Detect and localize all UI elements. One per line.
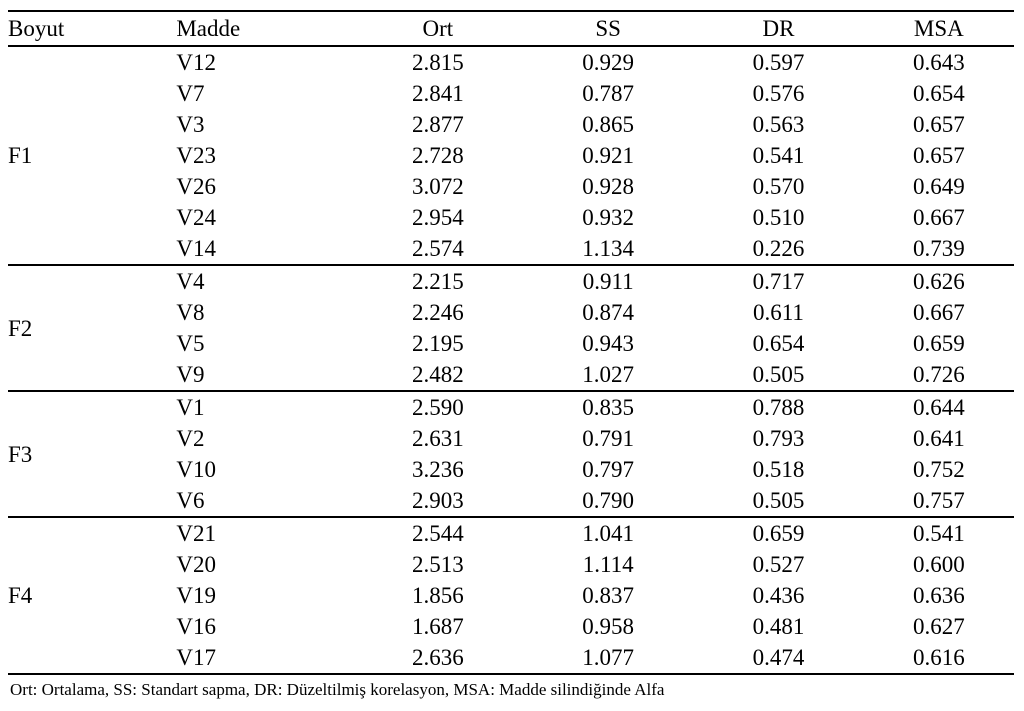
dr-cell: 0.518 [752,457,805,482]
header-ort: Ort [422,16,454,41]
madde-cell: V19 [176,583,216,608]
ss-cell: 0.928 [582,174,635,199]
header-row [8,11,1014,46]
ort-cell: 3.236 [411,457,464,482]
ss-cell: 0.797 [582,457,635,482]
ort-cell: 2.590 [411,395,464,420]
dr-cell: 0.788 [752,395,805,420]
table-row [8,265,1014,297]
ort-cell: 2.903 [411,488,464,513]
madde-cell: V1 [176,395,205,420]
ss-cell: 0.911 [582,269,634,294]
header-boyut: Boyut [8,16,65,41]
ort-cell: 2.877 [411,112,464,137]
madde-cell: V16 [176,614,216,639]
ort-cell: 2.544 [411,521,464,546]
dr-cell: 0.793 [752,426,805,451]
madde-cell: V26 [176,174,216,199]
dr-cell: 0.226 [752,236,805,261]
msa-cell: 0.657 [912,143,965,168]
ort-cell: 2.215 [411,269,464,294]
boyut-label: F1 [8,143,33,168]
dr-cell: 0.481 [752,614,805,639]
ort-cell: 2.246 [411,300,464,325]
madde-cell: V8 [176,300,205,325]
dr-cell: 0.717 [752,269,805,294]
msa-cell: 0.627 [912,614,965,639]
ss-cell: 0.943 [582,331,635,356]
msa-cell: 0.726 [912,362,965,387]
madde-cell: V21 [176,521,216,546]
madde-cell: V24 [176,205,216,230]
dr-cell: 0.505 [752,488,805,513]
msa-cell: 0.667 [912,205,965,230]
madde-cell: V20 [176,552,216,577]
dr-cell: 0.659 [752,521,805,546]
msa-cell: 0.643 [912,50,965,75]
msa-cell: 0.641 [912,426,965,451]
table-row [8,46,1014,78]
madde-cell: V9 [176,362,205,387]
ort-cell: 2.513 [411,552,464,577]
ort-cell: 2.574 [411,236,464,261]
ort-cell: 2.195 [411,331,464,356]
msa-cell: 0.626 [912,269,965,294]
msa-cell: 0.667 [912,300,965,325]
ort-cell: 2.631 [411,426,464,451]
msa-cell: 0.644 [912,395,965,420]
ss-cell: 0.874 [582,300,635,325]
ss-cell: 1.027 [582,362,635,387]
ss-cell: 0.791 [582,426,635,451]
boyut-label: F2 [8,315,33,341]
boyut-label: F3 [8,441,33,467]
madde-cell: V17 [176,645,216,670]
group-f4 [8,517,1014,674]
header-ss: SS [595,16,621,41]
ort-cell: 3.072 [411,174,464,199]
ort-cell: 2.728 [411,143,464,168]
ss-cell: 1.077 [582,645,635,670]
msa-cell: 0.657 [912,112,965,137]
dr-cell: 0.527 [752,552,805,577]
item-statistics-table [8,10,1014,675]
group-f2 [8,265,1014,391]
dr-cell: 0.510 [752,205,805,230]
msa-cell: 0.659 [912,331,965,356]
msa-cell: 0.636 [912,583,965,608]
ort-cell: 2.815 [411,50,464,75]
ss-cell: 0.790 [582,488,635,513]
madde-cell: V14 [176,236,216,261]
boyut-label: F4 [8,583,33,608]
madde-cell: V3 [176,112,205,137]
dr-cell: 0.654 [752,331,805,356]
dr-cell: 0.505 [752,362,805,387]
msa-cell: 0.616 [912,645,965,670]
ss-cell: 0.837 [582,583,635,608]
dr-cell: 0.436 [752,583,805,608]
ort-cell: 1.856 [411,583,464,608]
ss-cell: 1.134 [582,236,635,261]
ort-cell: 2.482 [411,362,464,387]
ss-cell: 0.929 [582,50,635,75]
group-f3 [8,391,1014,517]
ss-cell: 0.932 [582,205,635,230]
madde-cell: V6 [176,488,205,513]
dr-cell: 0.576 [752,81,805,106]
ort-cell: 2.636 [411,645,464,670]
group-f1 [8,46,1014,265]
header-madde: Madde [176,16,241,41]
table-row [8,391,1014,423]
dr-cell: 0.611 [753,300,804,325]
ss-cell: 1.114 [582,552,634,577]
madde-cell: V2 [176,426,205,451]
dr-cell: 0.563 [752,112,805,137]
dr-cell: 0.570 [752,174,805,199]
ort-cell: 2.954 [411,205,464,230]
msa-cell: 0.654 [912,81,965,106]
msa-cell: 0.649 [912,174,965,199]
ss-cell: 0.921 [582,143,635,168]
msa-cell: 0.752 [912,457,965,482]
msa-cell: 0.739 [912,236,965,261]
dr-cell: 0.541 [752,143,805,168]
ort-cell: 2.841 [411,81,464,106]
ss-cell: 0.865 [582,112,635,137]
table-row [8,517,1014,549]
msa-cell: 0.541 [912,521,965,546]
dr-cell: 0.597 [752,50,805,75]
ss-cell: 0.787 [582,81,635,106]
ort-cell: 1.687 [411,614,464,639]
header-dr: DR [762,16,795,41]
table-header [8,11,1014,46]
madde-cell: V12 [176,50,216,75]
madde-cell: V7 [176,81,205,106]
msa-cell: 0.600 [912,552,965,577]
ss-cell: 0.835 [582,395,635,420]
madde-cell: V23 [176,143,216,168]
madde-cell: V5 [176,331,205,356]
dr-cell: 0.474 [752,645,805,670]
madde-cell: V10 [176,457,216,482]
madde-cell: V4 [176,269,205,294]
msa-cell: 0.757 [912,488,965,513]
table-footnote: Ort: Ortalama, SS: Standart sapma, DR: Düzeltilmiş korelasyon, MSA: Madde silindiğinde Alfa [10,680,665,699]
ss-cell: 1.041 [582,521,635,546]
ss-cell: 0.958 [582,614,635,639]
header-msa: MSA [913,16,964,41]
